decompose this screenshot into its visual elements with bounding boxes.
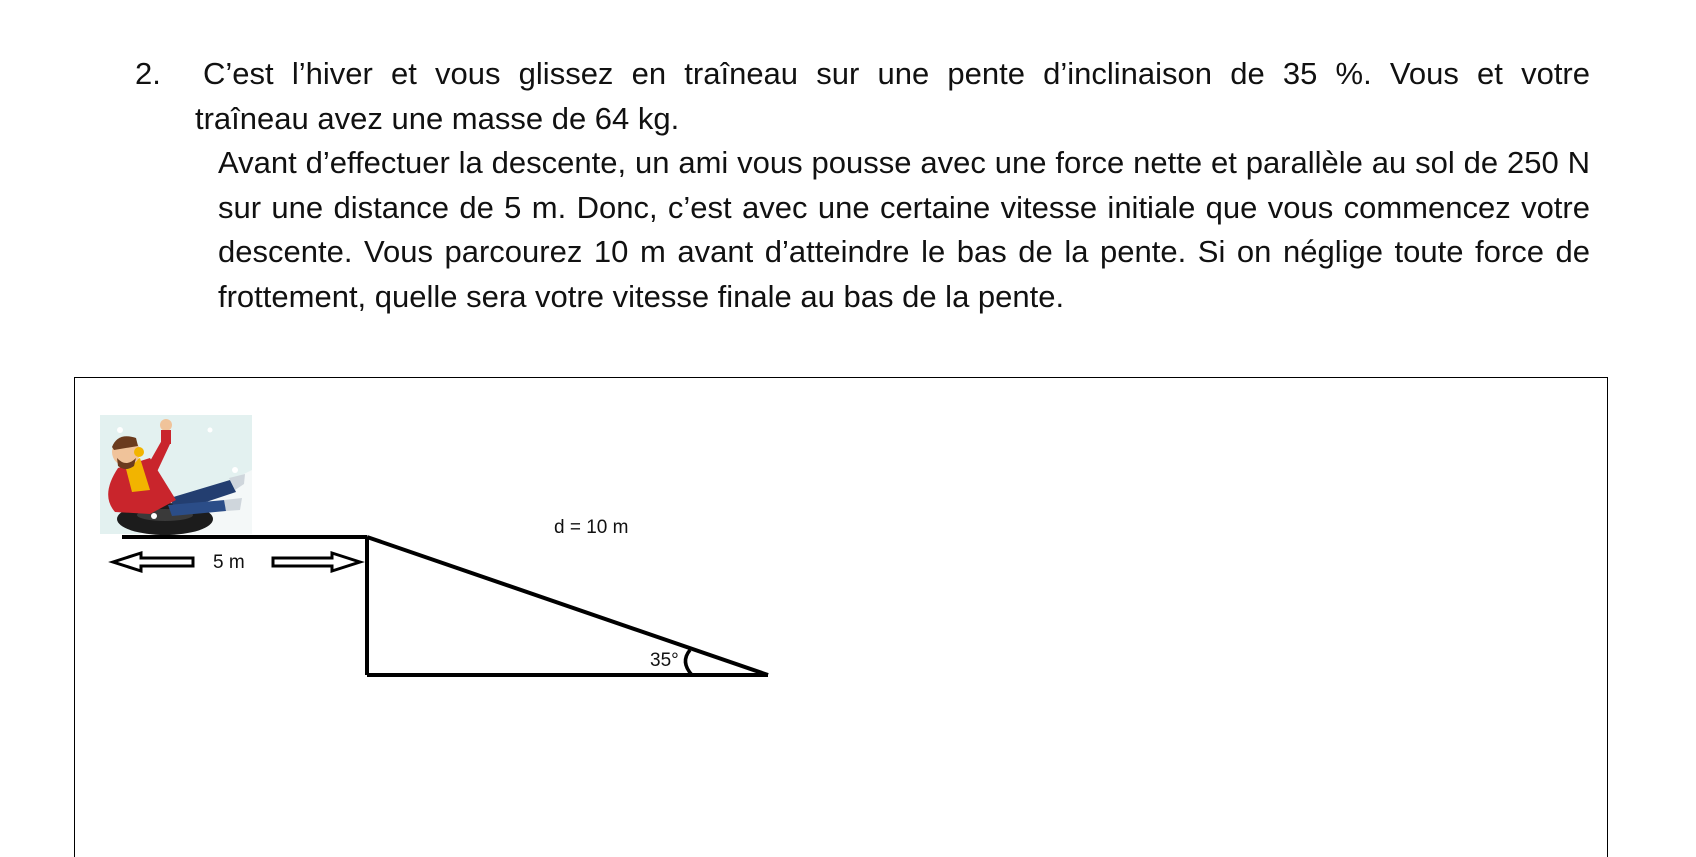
- problem-paragraph: Avant d’effectuer la descente, un ami vous pousse avec une force nette et parallèle au sol de 250 N sur une distance de 5 m. Donc, c’est avec une certaine vitesse initiale que vous commencez votre descente. Vous parcourez 10 m avant d’atteindre le bas de la pente. Si on néglige toute force de frottement, quelle sera votre vitesse finale au bas de la pente.: [218, 145, 1590, 314]
- problem-line-1: C’est l’hiver et vous glissez en traîneau sur une pente d’inclinaison de 35 %. Vous et votre: [203, 56, 1590, 91]
- ramp-slope-line: [367, 537, 768, 675]
- problem-number: 2.: [135, 56, 161, 91]
- angle-arc: [685, 650, 692, 675]
- left-arrow-icon: [113, 553, 193, 571]
- angle-label: 35°: [650, 650, 679, 671]
- push-distance-label: 5 m: [213, 552, 245, 573]
- sled-rider-illustration: [100, 415, 252, 535]
- problem-line-2: traîneau avez une masse de 64 kg.: [195, 100, 680, 136]
- slope-distance-label: d = 10 m: [554, 517, 629, 538]
- right-arrow-icon: [273, 553, 360, 571]
